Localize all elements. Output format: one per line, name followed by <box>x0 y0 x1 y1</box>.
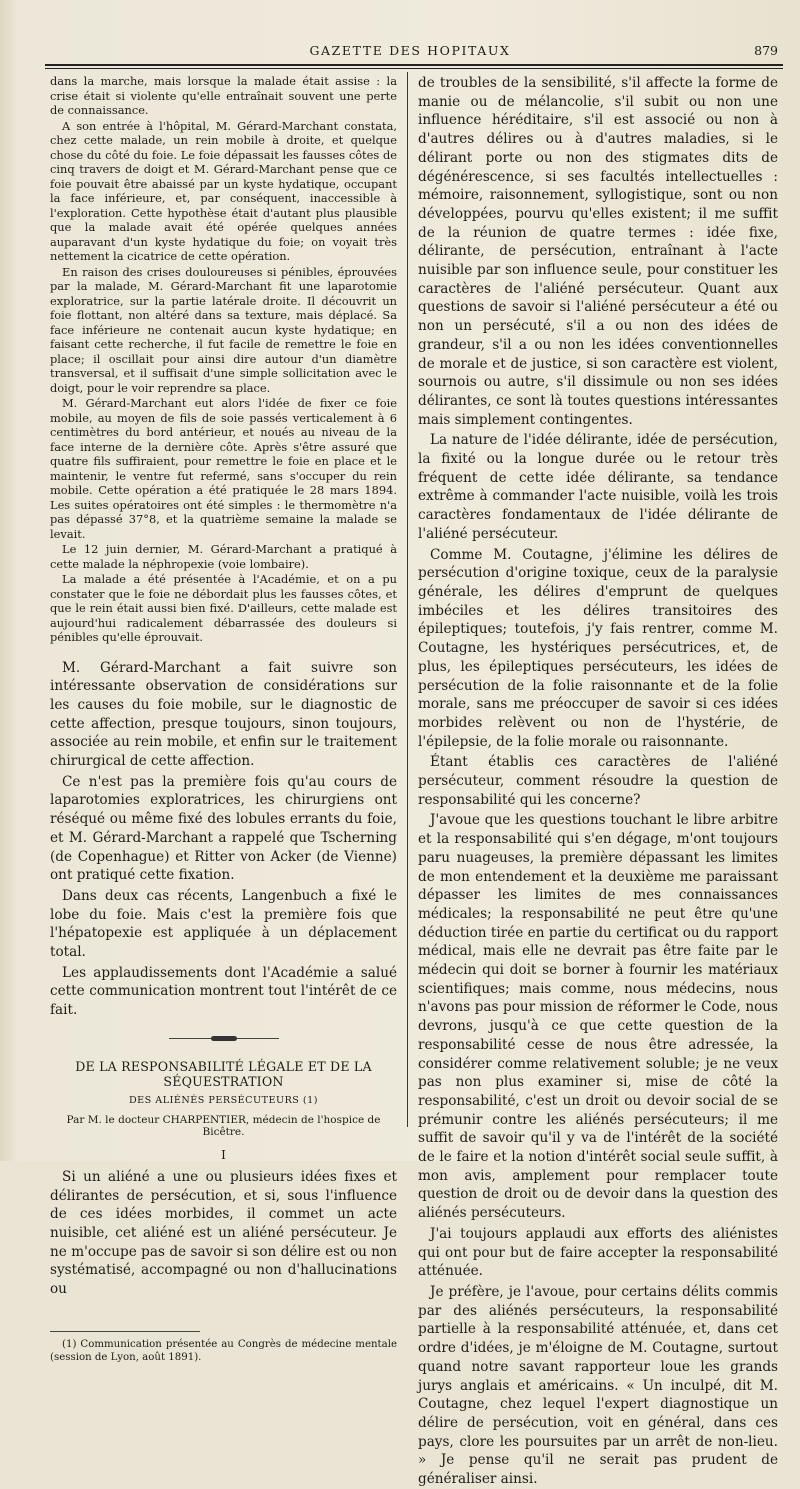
paragraph: Dans deux cas récents, Langenbuch a fixé le lobe du foie. Mais c'est la première fois que l'hépatopexie est appliquée à un déplacement total. <box>50 887 397 961</box>
paragraph: J'avoue que les questions touchant le libre arbitre et la responsabilité qui s'en dégage, m'ont toujours paru nuageuses, la première dépassant les limites de mon entendement et la deuxième me paraissant dépasser les limites de mes connaissances médicales; la responsabilité ne peut être qu'une déduction tirée en partie du certificat ou du rapport médical, mais elle ne devrait pas être faite par le médecin qui doit se borner à fournir les matériaux scientifiques; mais comme, nous médecins, nous n'avons pas pour mission de réformer le Code, nous devrons, jusqu'à ce que cette question de la responsabilité cesse de nous être adressée, la considérer comme relativement soluble; je ne veux pas non plus examiner si, mise de côté la responsabilité, c'est un droit ou devoir social de se prémunir contre les aliénés persécuteurs; il me suffit de savoir qu'il y va de l'intérêt de la société de le faire et la notion d'intérêt social seule suffit, à mon avis, amplement pour remplacer toute question de droit ou de devoir dans la question des aliénés persécuteurs. <box>418 812 778 1222</box>
paragraph: A son entrée à l'hôpital, M. Gérard-Marchant constata, chez cette malade, un rein mobile à droite, et quelque chose du côté du foie. Le foie dépassait les fausses côtes de cinq travers de doigt et M. Gérard-Marchant pense que ce foie pouvait être abaissé par un kyste hydatique, occupant la face inférieure, et, par conséquent, inaccessible à l'exploration. Cette hypothèse était d'autant plus plausible que la malade avait été opérée quelques années auparavant d'un kyste hydatique du foie; on voyait très nettement la cicatrice de cette opération. <box>50 118 397 263</box>
paragraph: de troubles de la sensibilité, s'il affecte la forme de manie ou de mélancolie, s'il subit ou non une influence héréditaire, s'il est associé ou non à d'autres délires ou à d'autres maladies, si le délirant porte ou non des stigmates dits de dégénérescence, si ses facultés intellectuelles : mémoire, raisonnement, syllogistique, sont ou non développées, pourvu qu'elles existent; il me suffit de la réunion de quatre termes : idée fixe, délirante, de persécution, entraînant à l'acte nuisible par son influence seule, pour constituer les caractères de l'aliéné persécuteur. Quant aux questions de savoir si l'aliéné persécuteur a été ou non un persécuté, s'il a ou non des idées de grandeur, s'il a ou non les idées conventionnelles de morale et de justice, si son caractère est violent, sournois ou autre, s'il dissimule ou non ses idées délirantes, ce sont là toutes questions intéressantes mais simplement contingentes. <box>418 75 778 428</box>
article-author: Par M. le docteur CHARPENTIER, médecin de l'hospice de Bicêtre. <box>66 1113 381 1138</box>
article-title: DE LA RESPONSABILITÉ LÉGALE ET DE LA SÉQUESTRATION <box>75 1058 372 1089</box>
paragraph: M. Gérard-Marchant a fait suivre son intéressante observation de considérations sur les causes du foie mobile, sur le diagnostic de cette affection, presque toujours, sinon toujours, associée au rein mobile, et enfin sur le traitement chirurgical de cette affection. <box>50 659 397 770</box>
paragraph: Si un aliéné a une ou plusieurs idées fixes et délirantes de persécution, et si, sous l'influence de ces idées morbides, il commet un acte nuisible, cet aliéné est un aliéné persécuteur. Je ne m'occupe pas de savoir si son délire est ou non systématisé, accompagné ou non d'hallucinations ou <box>50 1168 397 1298</box>
paragraph: J'ai toujours applaudi aux efforts des aliénistes qui ont pour but de faire accepter la responsabilité atténuée. <box>418 1225 778 1280</box>
journal-title: GAZETTE DES HOPITAUX <box>309 43 511 58</box>
paragraph: Ce n'est pas la première fois qu'au cours de laparotomies exploratrices, les chirurgiens ont réséqué ou même fixé des lobules errants du foie, et M. Gérard-Marchant a rappelé que Tscherning (de Copenhague) et Ritter von Acker (de Vienne) ont pratiqué cette fixation. <box>50 773 397 884</box>
section-separator <box>169 1038 279 1039</box>
page-number: 879 <box>754 43 778 58</box>
paragraph: Je préfère, je l'avoue, pour certains délits commis par des aliénés persécuteurs, la responsabilité partielle à la responsabilité atténuée, et, dans cet ordre d'idées, je m'éloigne de M. Coutagne, surtout quand notre savant rapporteur loue les grands jurys anglais et américains. « Un inculpé, dit M. Coutagne, chez lequel l'expert diagnostique un délire de persécution, voit en général, dans ces pays, clore les poursuites par un arrêt de non-lieu. » Je pense qu'il ne serait pas prudent de généraliser ainsi. <box>418 1284 778 1488</box>
right-column <box>418 74 778 1489</box>
case-report <box>50 74 397 645</box>
section-numeral: I <box>221 1147 226 1162</box>
paragraph: M. Gérard-Marchant eut alors l'idée de fixer ce foie mobile, au moyen de fils de soie passés verticalement à 6 centimètres du bord antérieur, et noués au niveau de la face interne de la dernière côte. Après s'être assuré que quatre fils suffiraient, pour remettre le foie en place et le maintenir, le ventre fut refermé, sans s'occuper du rein mobile. Cette opération a été pratiquée le 28 mars 1894. Les suites opératoires ont été simples : le thermomètre n'a pas dépassé 37°8, et la quatrième semaine la malade se levait. <box>50 396 397 541</box>
paragraph: dans la marche, mais lorsque la malade était assise : la crise était si violente qu'elle entraînait souvent une perte de connaissance. <box>50 74 397 117</box>
left-column <box>50 74 397 1364</box>
commentary <box>50 659 397 1020</box>
article-subtitle: DES ALIÉNÉS PERSÉCUTEURS (1) <box>128 1094 319 1106</box>
paragraph: La nature de l'idée délirante, idée de persécution, la fixité ou la longue durée ou le retour très fréquent de cette idée délirante, sa tendance extrême à commander l'acte nuisible, voilà les trois caractères fondamentaux de l'idée délirante de l'aliéné persécuteur. <box>418 432 778 542</box>
paragraph: La malade a été présentée à l'Académie, et on a pu constater que le foie ne débordait plus les fausses côtes, et que le rein était aussi bien fixé. D'ailleurs, cette malade est aujourd'hui radicalement débarrassée des douleurs si pénibles qu'elle éprouvait. <box>50 572 397 644</box>
header-rule <box>45 64 783 69</box>
footnote-rule <box>50 1331 200 1332</box>
paragraph: En raison des crises douloureuses si pénibles, éprouvées par la malade, M. Gérard-Marchant fit une laparotomie exploratrice, sur la partie latérale droite. Il découvrit un foie flottant, non altéré dans sa texture, mais déplacé. Sa face inférieure ne contenait aucun kyste hydatique; en faisant cette recherche, il fut facile de remettre le foie en place; il oscillait pour ainsi dire autour d'un diamètre transversal, et il suffisait d'une simple sollicitation avec le doigt, pour le voir reprendre sa place. <box>50 264 397 395</box>
paragraph: Comme M. Coutagne, j'élimine les délires de persécution d'origine toxique, ceux de la paralysie générale, les délires d'emprunt de quelques imbéciles et les délires transitoires des épileptiques; toutefois, j'y fais rentrer, comme M. Coutagne, les hystériques persécutrices, et, de plus, les épileptiques persécuteurs, les idées de persécution de la folie raisonnante et de la folie morale, sans me préoccuper de savoir si ces idées morbides relèvent ou non de l'hystérie, de l'épilepsie, de la folie morale ou raisonnante. <box>418 546 778 750</box>
footnote: (1) Communication présentée au Congrès de médecine mentale (session de Lyon, août 1891). <box>50 1338 397 1363</box>
paragraph: Étant établis ces caractères de l'aliéné persécuteur, comment résoudre la question de responsabilité qui les concerne? <box>418 754 778 808</box>
column-divider <box>407 72 408 1127</box>
paragraph: Les applaudissements dont l'Académie a salué cette communication montrent tout l'intérêt de ce fait. <box>50 964 397 1019</box>
paragraph: Le 12 juin dernier, M. Gérard-Marchant a pratiqué à cette malade la néphropexie (voie lombaire). <box>50 542 397 571</box>
